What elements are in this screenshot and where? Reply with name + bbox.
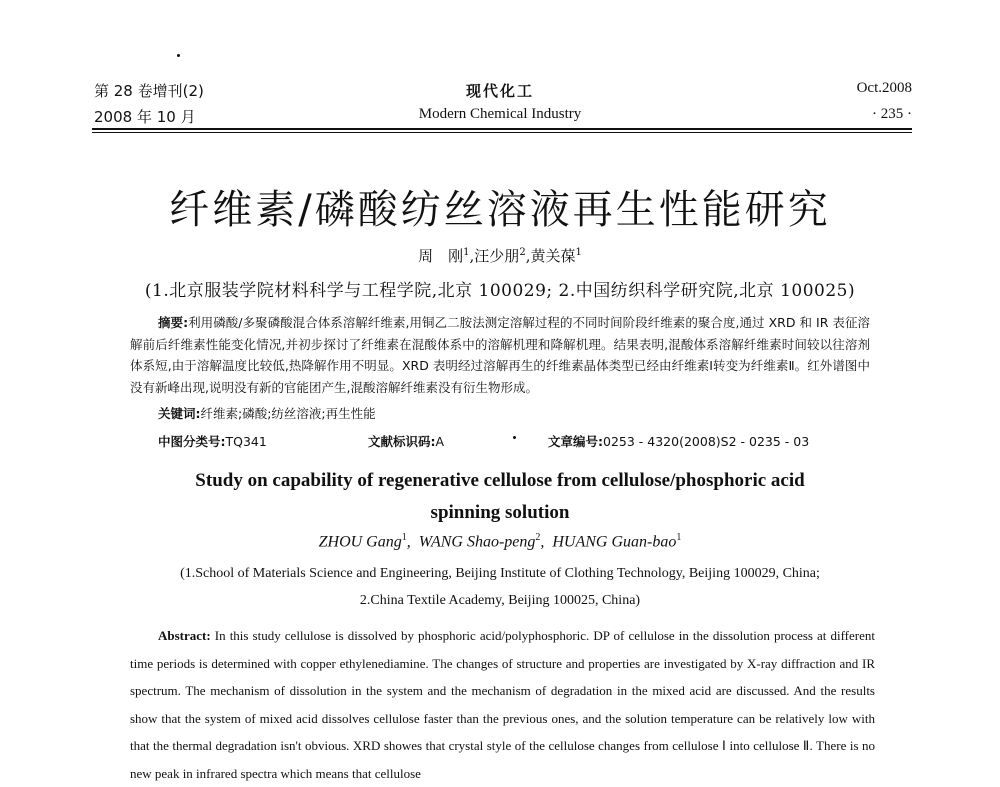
author-affil-mark: 2 <box>519 247 526 258</box>
scan-speck <box>177 54 180 57</box>
abstract-en <box>130 622 875 787</box>
author-name: WANG Shao-peng <box>418 533 536 551</box>
affiliation-en-line-1: (1.School of Materials Science and Engineering, Beijing Institute of Clothing Technology, Beijing 100029, China; <box>180 566 820 581</box>
affiliation-en-line-2: 2.China Textile Academy, Beijing 100025, China) <box>359 593 641 608</box>
article-number <box>548 432 809 450</box>
header-rule-thin <box>92 132 912 133</box>
clc-value: TQ341 <box>225 434 267 449</box>
abstract-label-en: Abstract: <box>158 628 211 643</box>
author-name: ZHOU Gang <box>318 533 402 551</box>
abstract-label-cn: 摘要: <box>158 315 189 330</box>
author-list-en: ZHOU Gang$^1$, WANG Shao-peng$^2$, HUANG Guan-bao$^1$ <box>318 532 682 551</box>
paper-title-cn: 纤维素/磷酸纺丝溶液再生性能研究 <box>169 187 831 233</box>
issue-date-cn: 2008 年 10 月 <box>94 108 196 126</box>
article-value: 0253 - 4320(2008)S2 - 0235 - 03 <box>603 434 810 449</box>
author-list-cn: 周 刚$^1$,汪少朋$^2$,黄关葆$^1$ <box>418 247 582 265</box>
header-rule-thick <box>92 128 912 130</box>
affiliation-cn: (1.北京服装学院材料科学与工程学院,北京 100029; 2.中国纺织科学研究院,北京 100025) <box>144 281 856 301</box>
author-affil-mark: 1 <box>463 247 470 258</box>
clc-label: 中图分类号: <box>158 434 226 449</box>
title-en-line-2: spinning solution <box>430 502 570 523</box>
scan-speck <box>513 436 516 439</box>
journal-name-en: Modern Chemical Industry <box>418 106 582 122</box>
doc-value: A <box>435 434 445 449</box>
doc-label: 文献标识码: <box>368 434 436 449</box>
abstract-cn <box>130 312 870 398</box>
author-name: 黄关葆 <box>530 247 576 265</box>
title-en-line-1: Study on capability of regenerative cellulose from cellulose/phosphoric acid <box>195 470 805 491</box>
keywords-label: 关键词: <box>158 406 201 421</box>
document-code <box>368 432 444 450</box>
author-affil-mark: 1 <box>401 532 407 543</box>
author-name: HUANG Guan-bao <box>552 533 677 551</box>
author-affil-mark: 2 <box>535 532 541 543</box>
clc-number <box>158 432 267 450</box>
page-number: · 235 · <box>872 106 912 122</box>
abstract-text-cn: 利用磷酸/多聚磷酸混合体系溶解纤维素,用铜乙二胺法测定溶解过程的不同时间阶段纤维素的聚合度,通过 XRD 和 IR 表征溶解前后纤维素性能变化情况,并初步探讨了纤维素在混酸体系中的溶解机理和降解机理。结果表明,混酸体系溶解纤维素时间较以往溶剂体系短,由于溶解温度比较低,热降解作用不明显。XRD 表明经过溶解再生的纤维素晶体类型已经由纤维素Ⅰ转变为纤维素Ⅱ。红外谱图中没有新峰出现,说明没有新的官能团产生,混酸溶解纤维素没有衍生物形成。 <box>130 315 870 395</box>
affiliation-en <box>0 560 1000 614</box>
author-affil-mark: 1 <box>676 532 682 543</box>
abstract-text-en: In this study cellulose is dissolved by phosphoric acid/polyphosphoric. DP of cellulose in the dissolution process at different time periods is determined with copper ethylenediamine. The changes of structure and properties are investigated by X-ray diffraction and IR spectrum. The mechanism of dissolution in the system and the mechanism of degradation in the mixed acid are discussed. And the results show that the system of mixed acid dissolves cellulose faster than the previous ones, and the solution temperature can be relatively low with that the thermal degradation isn't obvious. XRD showes that crystal style of the cellulose changes from cellulose Ⅰ into cellulose Ⅱ. There is no new peak in infrared spectra which means that cellulose <box>130 628 875 781</box>
article-label: 文章编号: <box>548 434 603 449</box>
paper-title-en <box>0 465 1000 529</box>
keywords-cn <box>158 404 376 422</box>
author-name: 周 刚 <box>418 247 464 265</box>
issue-date-en: Oct.2008 <box>856 80 912 96</box>
keywords-text: 纤维素;磷酸;纺丝溶液;再生性能 <box>200 406 376 421</box>
volume-label: 第 28 卷增刊(2) <box>94 82 204 100</box>
author-affil-mark: 1 <box>575 247 582 258</box>
author-name: 汪少朋 <box>474 247 520 265</box>
journal-name-cn: 现代化工 <box>465 82 534 100</box>
